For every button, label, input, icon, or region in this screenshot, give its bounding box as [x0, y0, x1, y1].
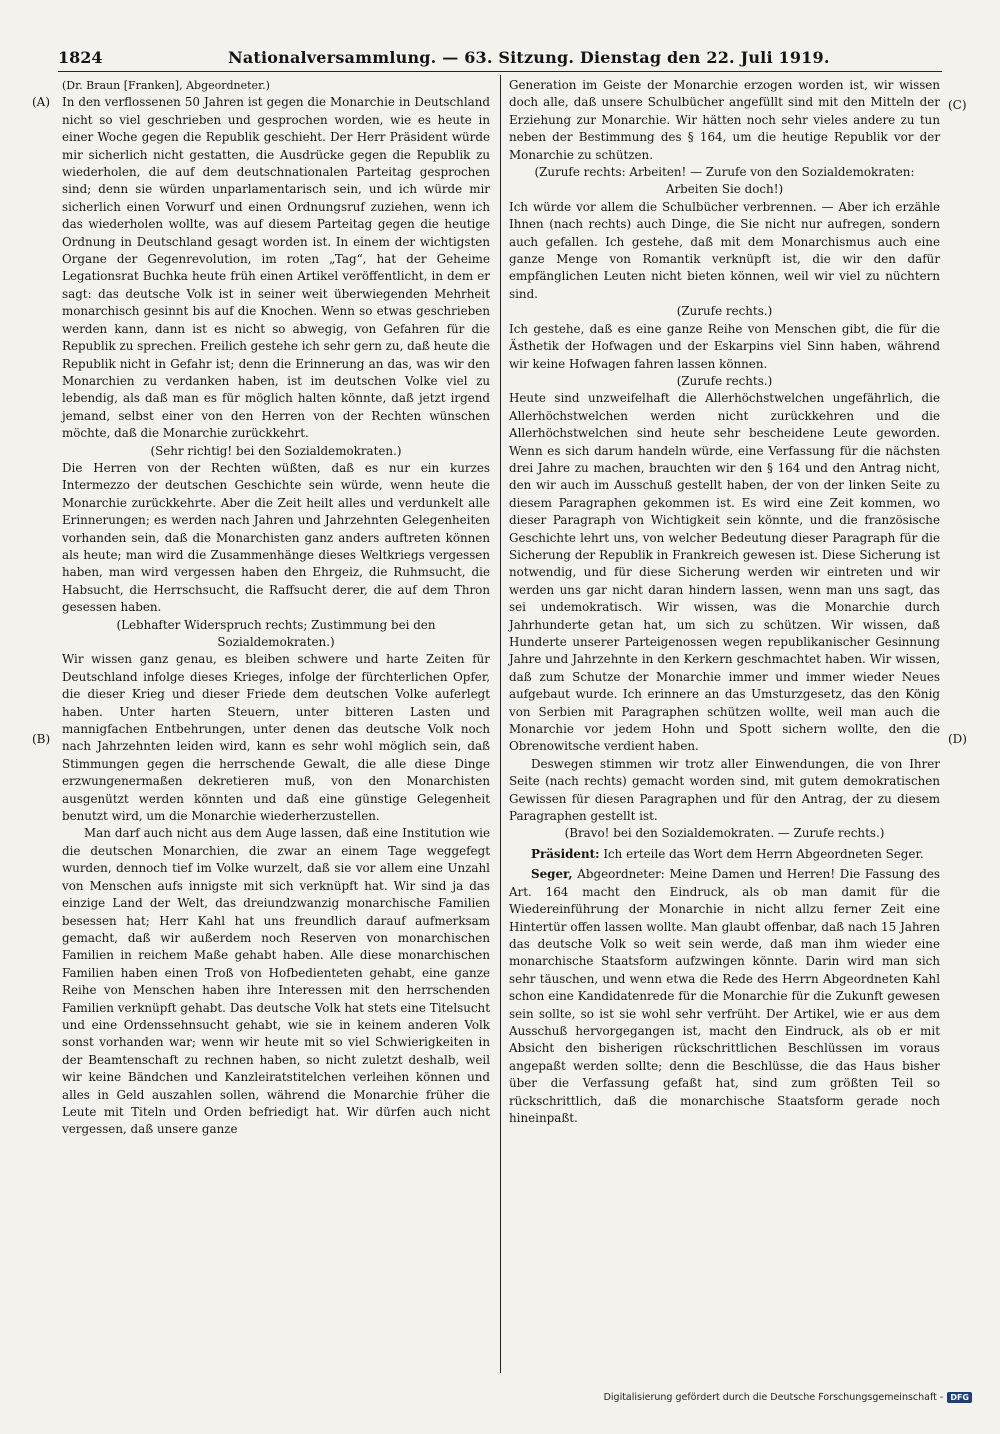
margin-marker-d: (D) [948, 732, 967, 746]
paragraph: Heute sind unzweifelhaft die Allerhöchstwelchen ungefährlich, die Allerhöchstwelchen werden nicht zurückkehren und die Allerhöchstwelchen sind heute sehr bescheidene Leute geworden. Wenn es sich darum handeln würde, eine Verfassung für die nächsten drei Jahre zu machen, brauchten wir den § 164 und den Antrag nicht, den wir auch im Ausschuß gestellt haben, der von der linken Seite zu diesem Paragraphen gekommen ist. Es wird eine Zeit kommen, wo dieser Paragraph von Wichtigkeit sein könnte, und die französische Geschichte lehrt uns, von welcher Bedeutung dieser Paragraph für die Sicherung der Republik in Frankreich gewesen ist. Diese Sicherung ist notwendig, und für diese Sicherung werden wir eintreten und wir werden uns gar nicht daran hindern lassen, wenn man uns sagt, das sei undemokratisch. Wir wissen, was die Monarchie durch Jahrhunderte getan hat, um sich zu schützen. Wir wissen, daß Hunderte unserer Parteigenossen wegen republikanischer Gesinnung Jahre und Jahrzehnte in den Kerkern geschmachtet haben. Wir wissen, daß zum Schutze der Monarchie immer und immer wieder Neues aufgebaut wurde. Ich erinnere an das Umsturzgesetz, das den König von Serbien mit Paragraphen schützen wollte, weil man auch die Monarchie vor jedem Hohn und Spott sichern wollte, den die Obrenowitsche verdient haben. [509, 391, 940, 754]
paragraph: Ich würde vor allem die Schulbücher verbrennen. — Aber ich erzähle Ihnen (nach rechts) auch Dinge, die Sie nicht nur aufregen, sondern auch gefallen. Ich gestehe, daß mit dem Monarchismus auch eine ganze Menge von Romantik verknüpft ist, die wir den dafür empfänglichen Leuten nicht bieten können, weil wir viel zu nüchtern sind. [509, 199, 940, 301]
paragraph: Wir wissen ganz genau, es bleiben schwere und harte Zeiten für Deutschland infolge dieses Krieges, infolge der fürchterlichen Opfer, die dieser Krieg und dieser Friede dem deutschen Volke auferlegt haben. Unter harten Steuern, unter bitteren Lasten und mannigfachen Entbehrungen, unter denen das deutsche Volk noch nach Jahrzehnten leiden wird, kann es sehr wohl möglich sein, daß Stimmungen gegen die herrschende Gewalt, die alle diese Dinge erzwungenermaßen dekretieren muß, von den Monarchisten ausgenützt werden könnten und daß eine günstige Gelegenheit benutzt wird, um die Monarchie wiederherzustellen. [62, 652, 490, 824]
seger-speech [509, 866, 940, 1127]
header-rule [58, 71, 942, 72]
interjection: (Bravo! bei den Sozialdemokraten. — Zurufe rechts.) [564, 826, 885, 841]
page-title: Nationalversammlung. — 63. Sitzung. Dienstag den 22. Juli 1919. [228, 48, 830, 67]
paragraph: Die Herren von der Rechten wüßten, daß es nur ein kurzes Intermezzo der deutschen Geschichte sein würde, wenn heute die Monarchie zurückkehrte. Aber die Zeit heilt alles und verdunkelt alle Erinnerungen; es werden nach Jahren und Jahrzehnten Gelegenheiten vorhanden sein, daß die Monarchisten ganz anders auftreten können als heute; man wird die Zusammenhänge dieses Weltkriegs vergessen haben, man wird vergessen haben den Ehrgeiz, die Ruhmsucht, die Habsucht, die Herrschsucht, die Raffsucht derer, die auf dem Thron gesessen haben. [62, 460, 490, 615]
interjection: (Zurufe rechts: Arbeiten! — Zurufe von den Sozialdemokraten: Arbeiten Sie doch!) [534, 165, 915, 197]
speaker-name: Präsident: [531, 846, 600, 861]
president-statement [509, 846, 940, 863]
margin-marker-a: (A) [32, 95, 51, 109]
statement-text: Ich erteile das Wort dem Herrn Abgeordneten Seger. [603, 846, 924, 861]
interjection: (Sehr richtig! bei den Sozialdemokraten.) [150, 443, 402, 458]
speech-text: Abgeordneter: Meine Damen und Herren! Die Fassung des Art. 164 macht den Eindruck, als ob man damit für die Wiedereinführung der Monarchie in nicht allzu ferner Zeit eine Hintertür offen lassen wollte. Man glaubt offenbar, daß nach 15 Jahren das deutsche Volk so weit sein werde, daß man ihm wieder eine monarchische Staatsform aufzwingen könnte. Darin wird man sich sehr täuschen, und wenn etwa die Rede des Herrn Abgeordneten Kahl schon eine Kandidatenrede für die Monarchie für die Zukunft gewesen sein sollte, so ist sie wohl sehr verfrüht. Der Artikel, wie er aus dem Ausschuß hervorgegangen ist, macht den Eindruck, als ob er mit Absicht den bisherigen rückschrittlichen Beschlüssen im voraus angepaßt werden sollte; denn die Beschlüsse, die das Haus bisher über die Verfassung gefaßt hat, sind zum größten Teil so rückschrittlich, daß die monarchische Staatsform gerade noch hineinpaßt. [509, 867, 941, 1125]
right-column [509, 77, 940, 1127]
paragraph: Deswegen stimmen wir trotz aller Einwendungen, die von Ihrer Seite (nach rechts) gemacht worden sind, mit gutem demokratischen Gewissen für diesen Paragraphen und für den Antrag, der zu diesem Paragraphen gestellt ist. [509, 756, 940, 824]
margin-marker-b: (B) [32, 732, 51, 746]
left-column [62, 77, 490, 1139]
speaker-note: (Dr. Braun [Franken], Abgeordneter.) [62, 79, 270, 92]
dfg-logo: DFG [947, 1392, 972, 1403]
page-header [58, 48, 942, 70]
interjection: (Zurufe rechts.) [676, 304, 773, 319]
interjection: (Zurufe rechts.) [676, 373, 773, 388]
speaker-name: Seger, [531, 867, 573, 882]
paragraph: Ich gestehe, daß es eine ganze Reihe von Menschen gibt, die für die Ästhetik der Hofwagen und der Eskarpins viel Sinn haben, während wir keine Hofwagen fahren lassen können. [509, 321, 940, 371]
paragraph: Man darf auch nicht aus dem Auge lassen, daß eine Institution wie die deutschen Monarchien, die zwar an einem Tage weggefegt wurden, dennoch tief im Volke wurzelt, daß sie vor allem eine Unzahl von Menschen aufs innigste mit sich verknüpft hat. Wir sind ja das einzige Land der Welt, das dreiundzwanzig monarchische Familien besessen hat; Herr Kahl hat uns freundlich darauf aufmerksam gemacht, daß wir außerdem noch Reserven von monarchischen Familien in reichem Maße gehabt haben. Alle diese monarchischen Familien haben einen Troß von Hofbedienteten gehabt, eine ganze Reihe von Menschen haben ihre Interessen mit den herrschenden Familien verknüpft gehabt. Das deutsche Volk hat stets eine Titelsucht und eine Ordenssehnsucht gehabt, wie sie in keinem anderen Volk sonst vorhanden war; wenn wir heute mit so viel Schwierigkeiten in der Beamtenschaft zu rechnen haben, so nicht zuletzt deshalb, weil wir keine Bändchen und Kanzleiratstitelchen verleihen können und alles in Geld auszahlen sollen, während die Monarchie früher die Leute mit Titeln und Orden befriedigt hat. Wir dürfen auch nicht vergessen, daß unsere ganze [62, 826, 490, 1137]
column-divider [500, 75, 501, 1373]
paragraph: In den verflossenen 50 Jahren ist gegen die Monarchie in Deutschland nicht so viel geschrieben und gesprochen worden, wie es heute in einer Woche gegen die Republik geschieht. Der Herr Präsident würde mir sicherlich nicht gestatten, die Ausdrücke gegen die Republik zu wiederholen, die auf dem deutschnationalen Parteitag gesprochen sind; denn sie würden unparlamentarisch sein, und ich würde mir sicherlich einen Vorwurf und einen Ordnungsruf zuziehen, wenn ich das wiederholen wollte, was auf diesem Parteitag gegen die heutige Ordnung in Deutschland gesagt worden ist. In einem der wichtigsten Organe der Gegenrevolution, im roten „Tag“, hat der Geheime Legationsrat Buchka heute früh einen Artikel veröffentlicht, in dem er sagt: das deutsche Volk ist in seiner weit überwiegenden Mehrheit monarchisch gesinnt bis auf die Knochen. Wenn so etwas geschrieben werden kann, dann ist es nicht so abwegig, von Gefahren für die Republik zu sprechen. Freilich gestehe ich sehr gern zu, daß heute die Republik nicht in Gefahr ist; denn die Erinnerung an das, was wir den Monarchien zu verdanken haben, ist im deutschen Volke viel zu lebendig, als daß man es für möglich halten könnte, daß jetzt irgend jemand, selbst einer von den Herren von der Rechten wünschen möchte, daß die Monarchie zurückkehrt. [62, 95, 490, 441]
page-number: 1824 [58, 48, 103, 67]
interjection: (Lebhafter Widerspruch rechts; Zustimmung bei den Sozialdemokraten.) [116, 617, 436, 649]
margin-marker-c: (C) [948, 98, 967, 112]
footer-text: Digitalisierung gefördert durch die Deutsche Forschungsgemeinschaft - [603, 1392, 944, 1403]
footer-credit [604, 1392, 972, 1403]
paragraph: Generation im Geiste der Monarchie erzogen worden ist, wir wissen doch alle, daß unsere Schulbücher angefüllt sind mit den Mitteln der Erziehung zur Monarchie. Wir hätten noch sehr vieles andere zu tun neben der Bestimmung des § 164, um die heutige Republik vor der Monarchie zu schützen. [509, 78, 940, 162]
